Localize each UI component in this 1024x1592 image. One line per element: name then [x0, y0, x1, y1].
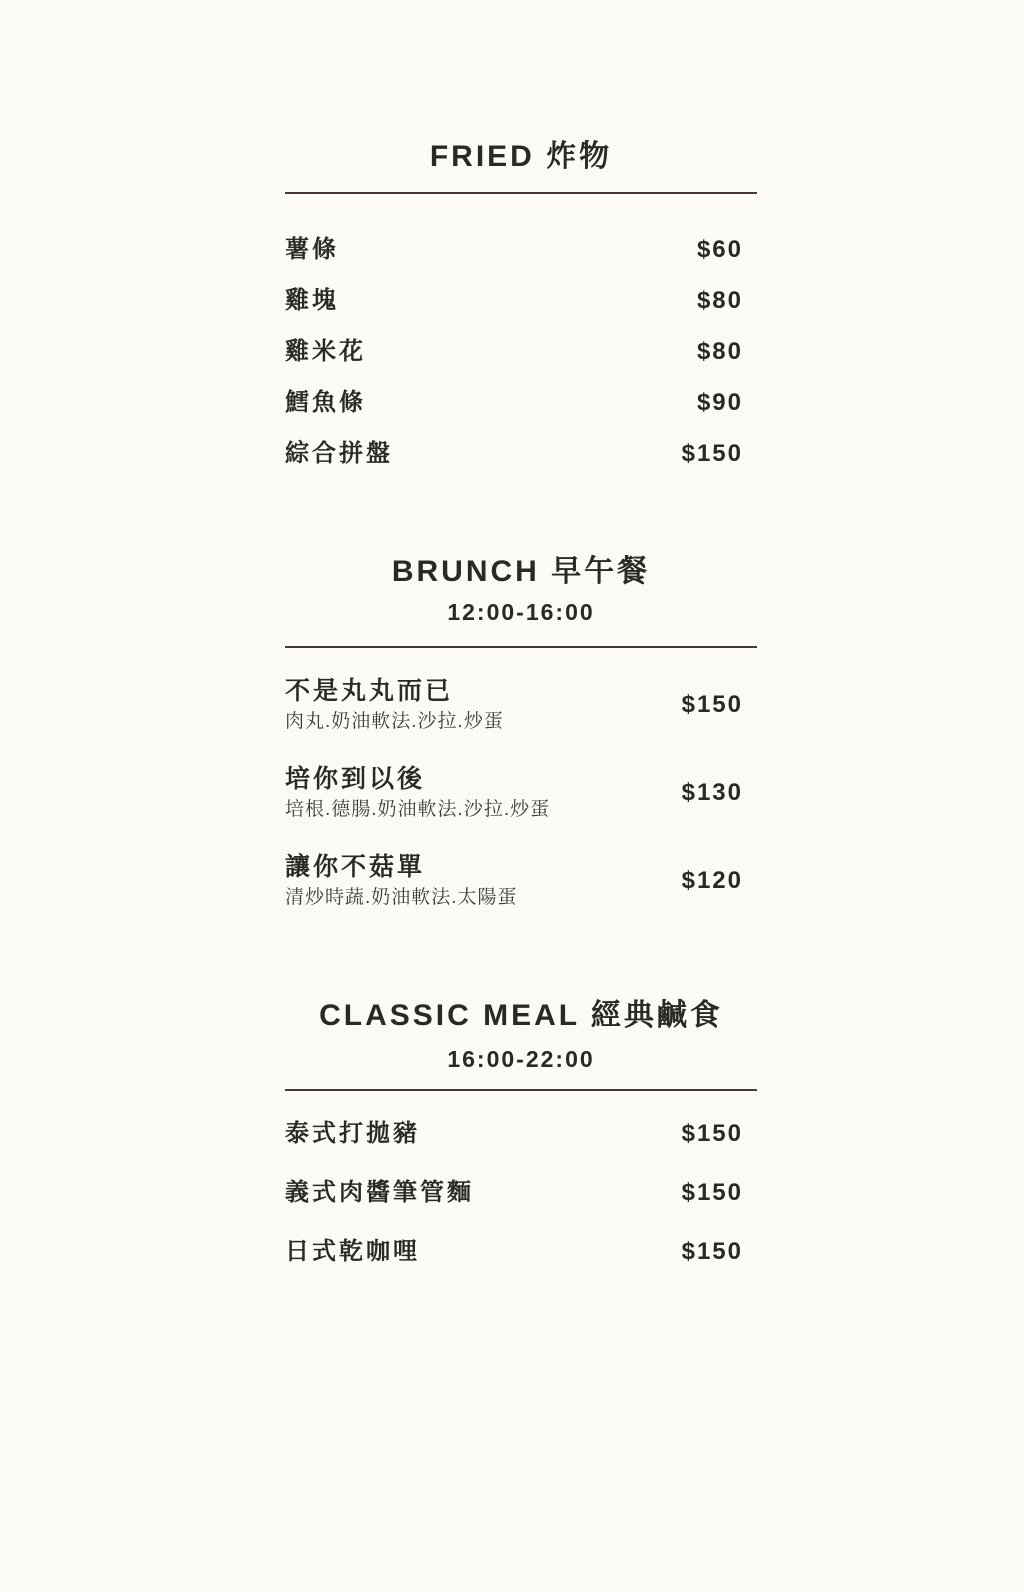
item-price: $150 — [681, 691, 743, 718]
item-description: 清炒時蔬.奶油軟法.太陽蛋 — [285, 887, 518, 908]
item-name: 泰式打拋豬 — [285, 1120, 420, 1147]
item-description: 肉丸.奶油軟法.沙拉.炒蛋 — [285, 711, 504, 732]
item-price: $60 — [696, 236, 743, 263]
item-name: 雞塊 — [285, 287, 339, 314]
menu-item-mushroom-brunch — [285, 850, 757, 912]
item-info — [285, 674, 504, 736]
item-price: $80 — [696, 338, 743, 365]
item-price: $120 — [681, 867, 743, 894]
menu-item-japanese-dry-curry — [285, 1236, 757, 1268]
menu-item-cod-strips — [285, 387, 757, 419]
menu-item-popcorn-chicken — [285, 336, 757, 368]
item-info — [285, 850, 518, 912]
menu-item-combo-platter — [285, 438, 757, 470]
section-fried-title: FRIED 炸物 — [429, 140, 613, 173]
item-price: $90 — [696, 389, 743, 416]
menu-item-bacon-brunch — [285, 762, 757, 824]
section-classic-meal — [285, 999, 757, 1268]
section-brunch-hours: 12:00-16:00 — [447, 599, 595, 625]
item-name: 讓你不菇單 — [285, 853, 426, 881]
menu-item-fries — [285, 234, 757, 266]
item-name: 培你到以後 — [285, 765, 426, 793]
section-classic-divider — [285, 1089, 757, 1091]
section-brunch-title: BRUNCH 早午餐 — [391, 555, 651, 588]
item-name: 義式肉醬筆管麵 — [285, 1179, 474, 1206]
item-price: $130 — [681, 779, 743, 806]
item-price: $150 — [681, 1238, 743, 1265]
item-name: 鱈魚條 — [285, 389, 366, 416]
section-brunch-divider — [285, 646, 757, 648]
menu-item-bolognese-penne — [285, 1177, 757, 1209]
menu-page — [285, 140, 757, 1268]
menu-item-thai-basil-pork — [285, 1118, 757, 1150]
item-name: 不是丸丸而已 — [285, 677, 454, 705]
item-price: $80 — [696, 287, 743, 314]
item-price: $150 — [681, 1120, 743, 1147]
section-classic-hours: 16:00-22:00 — [447, 1046, 595, 1072]
item-name: 薯條 — [285, 236, 339, 263]
item-name: 綜合拼盤 — [285, 440, 393, 467]
menu-item-meatball-brunch — [285, 674, 757, 736]
item-price: $150 — [681, 1179, 743, 1206]
item-price: $150 — [681, 440, 743, 467]
item-name: 雞米花 — [285, 338, 366, 365]
item-description: 培根.德腸.奶油軟法.沙拉.炒蛋 — [285, 799, 551, 820]
menu-item-chicken-nuggets — [285, 285, 757, 317]
section-brunch — [285, 555, 757, 912]
section-classic-title: CLASSIC MEAL 經典鹹食 — [319, 999, 723, 1032]
section-fried — [285, 140, 757, 470]
item-info — [285, 762, 550, 824]
section-fried-divider — [285, 192, 757, 194]
item-name: 日式乾咖哩 — [285, 1238, 420, 1265]
